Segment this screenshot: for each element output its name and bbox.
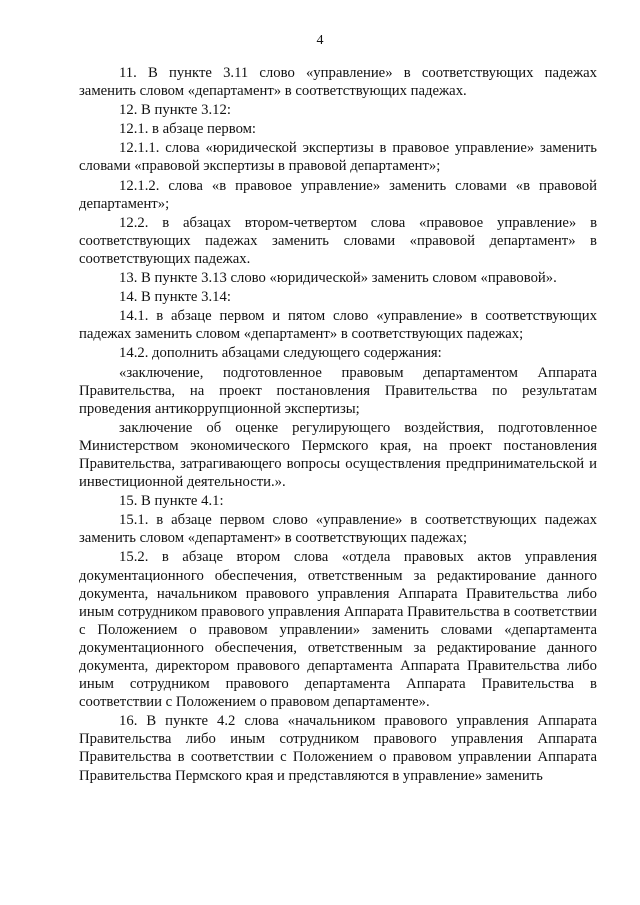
- paragraph: 12.1.1. слова «юридической экспертизы в правовое управление» заменить словами «правовой экспертизы в правовой департамент»;: [79, 140, 597, 175]
- paragraph: 15. В пункте 4.1:: [119, 493, 224, 510]
- paragraph: 15.2. в абзаце втором слова «отдела правовых актов управления документационного обеспечения, ответственным за редактирование данного документа, начальником правового управления Аппарата Правительства либо иным сотрудником правового управления Аппарата Правительства в соответствии с Положением о правовом управлении» заменить словами «департамента документационного обеспечения, ответственным за редактирование данного документа, директором правового департамента Аппарата Правительства либо иным сотрудником правового департамента Аппарата Правительства в соответствии с Положением о правовом департаменте».: [79, 549, 597, 711]
- document-body: [79, 64, 597, 786]
- paragraph: 13. В пункте 3.13 слово «юридической» заменить словом «правовой».: [119, 270, 557, 287]
- paragraph: 12.1. в абзаце первом:: [119, 121, 257, 138]
- paragraph: 15.1. в абзаце первом слово «управление» в соответствующих падежах заменить словом «департамент» в соответствующих падежах;: [79, 512, 597, 547]
- paragraph: 11. В пункте 3.11 слово «управление» в соответствующих падежах заменить словом «департамент» в соответствующих падежах.: [79, 65, 597, 100]
- paragraph: заключение об оценке регулирующего воздействия, подготовленное Министерством экономического Пермского края, на проект постановления Правительства, затрагивающего вопросы осуществления предпринимательской и инвестиционной деятельности.».: [79, 419, 597, 491]
- paragraph: 12. В пункте 3.12:: [119, 102, 231, 119]
- page-number: 4: [316, 33, 324, 48]
- paragraph: «заключение, подготовленное правовым департаментом Аппарата Правительства, на проект постановления Правительства по результатам проведения антикоррупционной экспертизы;: [79, 364, 597, 417]
- paragraph: 12.1.2. слова «в правовое управление» заменить словами «в правовой департамент»;: [79, 177, 597, 212]
- paragraph: 14.1. в абзаце первом и пятом слово «управление» в соответствующих падежах заменить словом «департамент» в соответствующих падежах;: [79, 308, 597, 343]
- paragraph: 14. В пункте 3.14:: [119, 289, 231, 306]
- paragraph: 12.2. в абзацах втором-четвертом слова «правовое управление» в соответствующих падежах заменить словами «правовой департамент» в соответствующих падежах.: [79, 214, 597, 267]
- paragraph: 16. В пункте 4.2 слова «начальником правового управления Аппарата Правительства либо иным сотрудником правового управления Аппарата Правительства в соответствии с Положением о правовом управлении Аппарата Правительства Пермского края и представляются в управление» заменить: [79, 713, 597, 784]
- paragraph: 14.2. дополнить абзацами следующего содержания:: [119, 345, 442, 362]
